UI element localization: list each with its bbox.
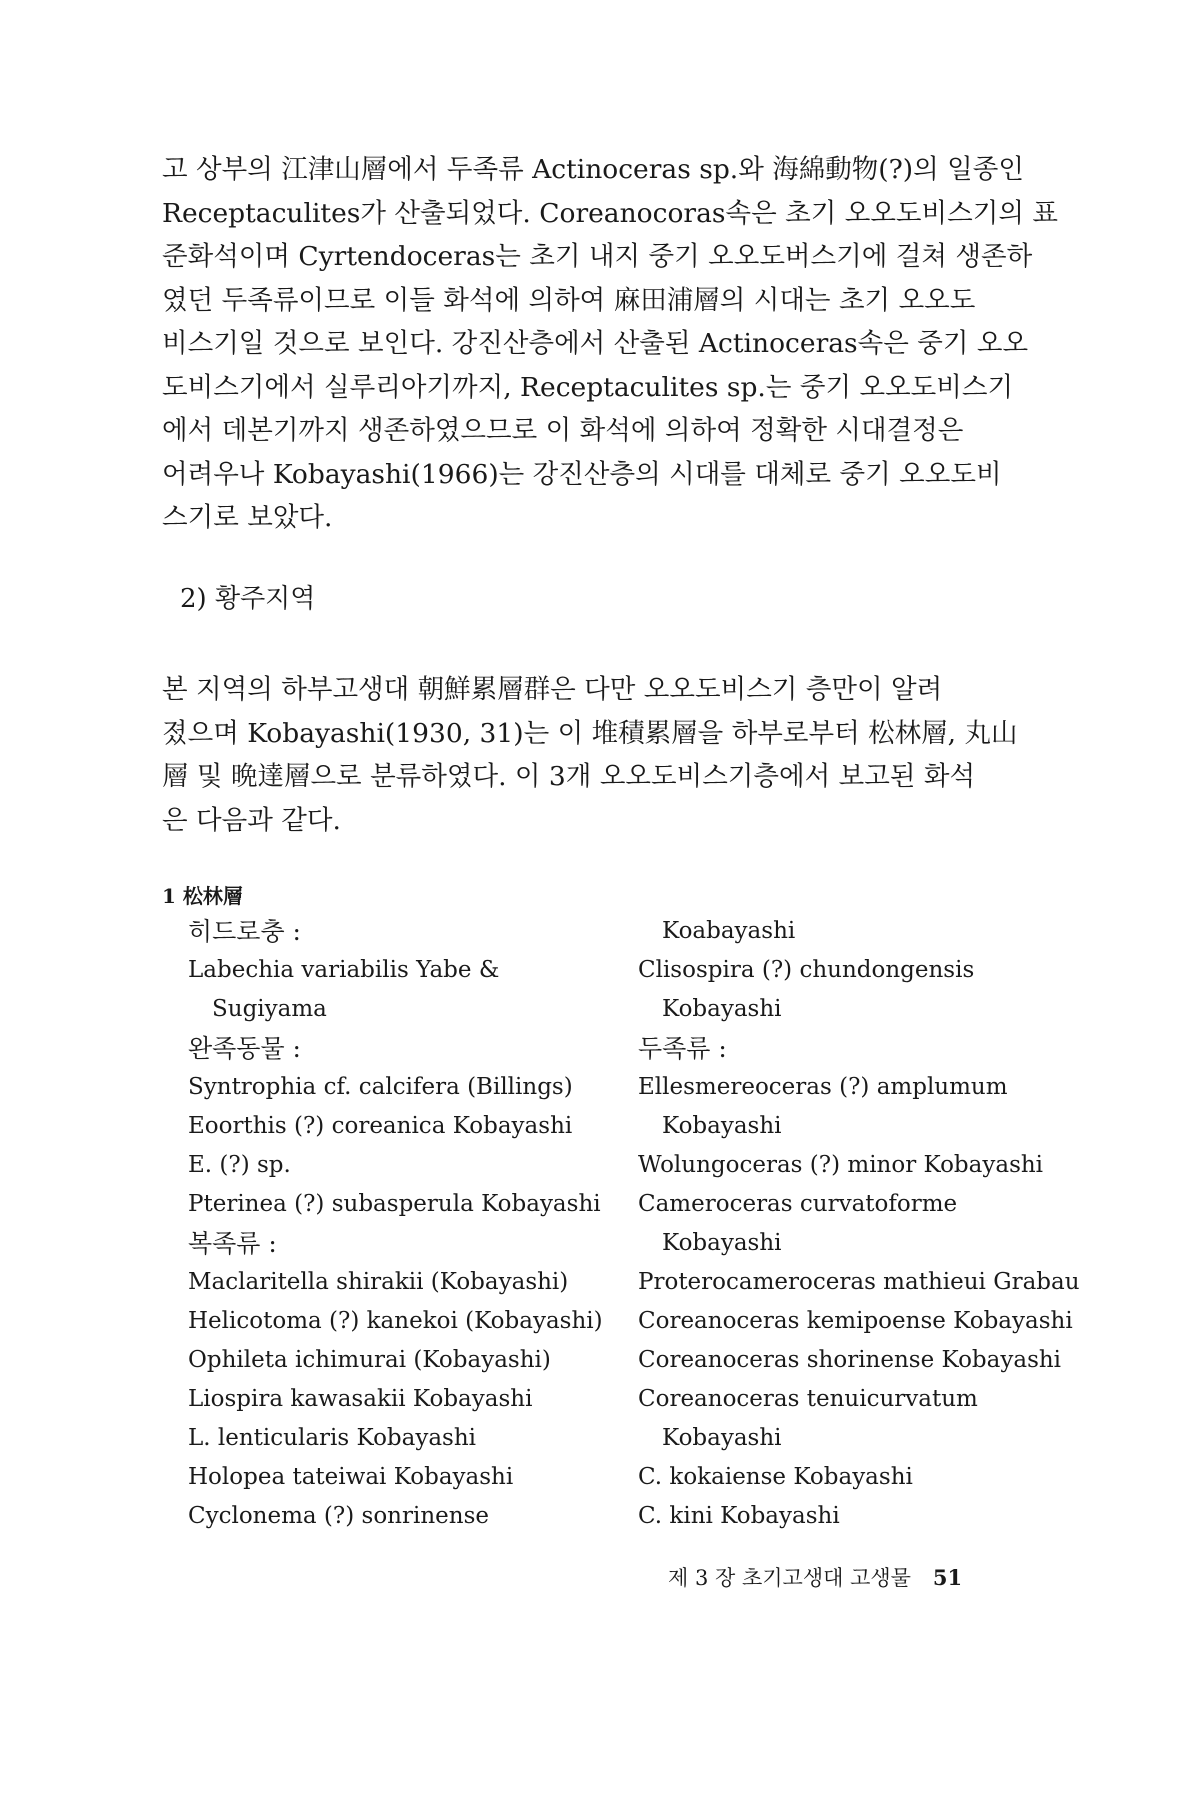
- paragraph-1: [162, 148, 1058, 540]
- fossil-entry: Ellesmereoceras (?) amplumum: [638, 1074, 1008, 1100]
- paragraph-1-line: 였던 두족류이므로 이들 화석에 의하여 麻田浦層의 시대는 초기 오오도: [162, 284, 976, 316]
- fossil-entry: C. kokaiense Kobayashi: [638, 1464, 913, 1490]
- fossil-entry: 히드로충 :: [188, 917, 301, 946]
- fossil-entry: 두족류 :: [638, 1034, 727, 1063]
- paragraph-1-line: 에서 데본기까지 생존하였으므로 이 화석에 의하여 정확한 시대결정은: [162, 415, 964, 446]
- fossil-entry: Syntrophia cf. calcifera (Billings): [188, 1074, 573, 1100]
- paragraph-2-line: 은 다음과 같다.: [162, 804, 341, 836]
- fossil-entry: Liospira kawasakii Kobayashi: [188, 1386, 533, 1412]
- fossil-entry: Kobayashi: [662, 1230, 782, 1256]
- fossil-entry: Ophileta ichimurai (Kobayashi): [188, 1347, 551, 1373]
- fossil-entry: 복족류 :: [188, 1229, 277, 1258]
- paragraph-1-line: 비스기일 것으로 보인다. 강진산층에서 산출된 Actinoceras속은 중기 오오: [162, 328, 1029, 359]
- fossil-entry: Cyclonema (?) sonrinense: [188, 1503, 489, 1529]
- fossil-entry: Wolungoceras (?) minor Kobayashi: [638, 1152, 1044, 1178]
- fossil-entry: Maclaritella shirakii (Kobayashi): [188, 1269, 569, 1295]
- fossil-entry: Coreanoceras kemipoense Kobayashi: [638, 1308, 1073, 1334]
- fossil-entry: Labechia variabilis Yabe &: [188, 957, 500, 983]
- page-footer: [668, 1562, 962, 1592]
- fossil-list-right: [638, 912, 1080, 1536]
- fossil-entry: Helicotoma (?) kanekoi (Kobayashi): [188, 1308, 603, 1334]
- fossil-entry: E. (?) sp.: [188, 1152, 291, 1178]
- section-heading: 2) 황주지역: [180, 584, 316, 614]
- fossil-entry: C. kini Kobayashi: [638, 1503, 840, 1529]
- paragraph-1-line: 고 상부의 江津山層에서 두족류 Actinoceras sp.와 海綿動物(?)의 일종인: [162, 154, 1024, 185]
- paragraph-1-line: 도비스기에서 실루리아기까지, Receptaculites sp.는 중기 오오도비스기: [162, 371, 1014, 403]
- page-number: 51: [932, 1565, 963, 1590]
- fossil-entry: Kobayashi: [662, 1113, 782, 1139]
- paragraph-1-line: Receptaculites가 산출되었다. Coreanocoras속은 초기 오오도비스기의 표: [162, 197, 1058, 229]
- fossil-entry: Cameroceras curvatoforme: [638, 1191, 958, 1217]
- paragraph-1-line: 스기로 보았다.: [162, 502, 333, 533]
- fossil-entry: Coreanoceras shorinense Kobayashi: [638, 1347, 1062, 1373]
- fossil-entry: Sugiyama: [212, 996, 327, 1022]
- paragraph-2-line: 본 지역의 하부고생대 朝鮮累層群은 다만 오오도비스기 층만이 알려: [162, 674, 943, 705]
- paragraph-1-line: 준화석이며 Cyrtendoceras는 초기 내지 중기 오오도버스기에 걸쳐 생존하: [162, 241, 1033, 272]
- fossil-entry: Coreanoceras tenuicurvatum: [638, 1386, 978, 1412]
- fossil-entry: L. lenticularis Kobayashi: [188, 1425, 477, 1451]
- chapter-title: 제 3 장 초기고생대 고생물: [668, 1566, 911, 1590]
- fossil-entry: Proterocameroceras mathieui Grabau: [638, 1269, 1080, 1295]
- fossil-entry: Kobayashi: [662, 996, 782, 1022]
- fossil-entry: Holopea tateiwai Kobayashi: [188, 1464, 514, 1490]
- paragraph-2: [162, 668, 1032, 842]
- fossil-entry: Kobayashi: [662, 1425, 782, 1451]
- fossil-entry: Eoorthis (?) coreanica Kobayashi: [188, 1113, 573, 1139]
- paragraph-1-line: 어려우나 Kobayashi(1966)는 강진산층의 시대를 대체로 중기 오오도비: [162, 458, 1002, 490]
- paragraph-2-line: 層 및 晩達層으로 분류하였다. 이 3개 오오도비스기층에서 보고된 화석: [162, 761, 976, 792]
- paragraph-2-line: 졌으며 Kobayashi(1930, 31)는 이 堆積累層을 하부로부터 松林層, 丸山: [162, 717, 1018, 749]
- fossil-entry: Pterinea (?) subasperula Kobayashi: [188, 1191, 601, 1217]
- fossil-entry: Clisospira (?) chundongensis: [638, 957, 975, 983]
- fossil-entry: Koabayashi: [662, 918, 796, 944]
- fossil-entry: 완족동물 :: [188, 1034, 301, 1063]
- list-heading: 1 松林層: [162, 884, 243, 908]
- fossil-list-left: [188, 912, 608, 1536]
